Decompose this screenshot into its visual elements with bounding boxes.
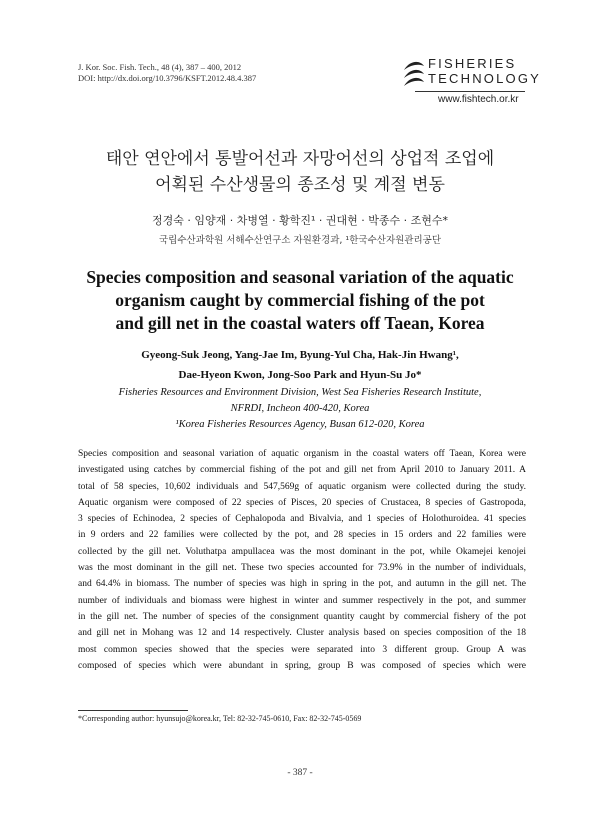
- logo-line-technology: TECHNOLOGY: [428, 71, 542, 86]
- fish-logo-icon: [402, 56, 426, 92]
- citation-doi: DOI: http://dx.doi.org/10.3796/KSFT.2012.48.4.387: [78, 73, 257, 83]
- korean-authors: 정경숙 · 임양재 · 차병열 · 황학진¹ · 권대현 · 박종수 · 조현수*: [152, 214, 448, 227]
- abstract-line: composed of species which were abundant in spring, group B was composed of species which were: [78, 660, 526, 671]
- abstract-line: in the gill net. The number of species of the consignment quantity caught by commercial fishery of the pot: [78, 611, 526, 622]
- korean-title: [0, 146, 600, 198]
- abstract-line: Species composition and seasonal variation of aquatic organism in the coastal waters off Taean, Korea were: [78, 449, 526, 459]
- english-title: [0, 266, 600, 335]
- abstract-line: collected by the gill net. Voluthatpa ampullacea was the most dominant in the pot, while Okamejei kenojei: [78, 546, 526, 557]
- page-number: - 387 -: [287, 768, 313, 778]
- affiliation-line: NFRDI, Incheon 400-420, Korea: [230, 403, 370, 414]
- english-title-line: Species composition and seasonal variation of the aquatic: [86, 267, 514, 287]
- english-authors: [0, 345, 600, 385]
- english-affiliation: [0, 385, 600, 433]
- abstract-line: investigated using catches by commercial fishing of the pot and gill net from April 2010 to January 2011. A: [78, 465, 526, 476]
- korean-affiliation: 국립수산과학원 서해수산연구소 자원환경과, ¹한국수산자원관리공단: [158, 235, 442, 246]
- english-title-line: organism caught by commercial fishing of the pot: [115, 290, 485, 310]
- korean-title-line: 태안 연안에서 통발어선과 자망어선의 상업적 조업에: [105, 149, 495, 169]
- authors-line: Gyeong-Suk Jeong, Yang-Jae Im, Byung-Yul Cha, Hak-Jin Hwang¹,: [141, 349, 459, 361]
- korean-title-line: 어획된 수산생물의 종조성 및 계절 변동: [155, 175, 445, 195]
- affiliation-line: ¹Korea Fisheries Resources Agency, Busan 612-020, Korea: [175, 419, 425, 430]
- abstract-line: 3 species of Echinodea, 2 species of Cephalopoda and Bivalvia, and 1 species of Holothuroidea. 41 species: [78, 514, 526, 525]
- abstract-line: number of individuals and biomass were highest in winter and summer respectively in the pot, and summer: [78, 595, 526, 606]
- journal-url[interactable]: www.fishtech.or.kr: [438, 94, 519, 105]
- abstract: [78, 446, 526, 674]
- logo-divider: [415, 91, 525, 92]
- abstract-line: most common species showed that the species were separated into 3 different group. Group A was: [78, 644, 526, 655]
- abstract-line: in 9 orders and 22 families were collected by the pot, and 28 species in 15 orders and 22 families were: [78, 530, 526, 541]
- abstract-line: total of 58 species, 10,602 individuals and 547,569g of aquatic organism were collected during the study.: [78, 481, 526, 492]
- abstract-line: was the most dominant in the gill net. These two species accounted for 73.9% in the number of individuals,: [78, 563, 526, 574]
- english-title-line: and gill net in the coastal waters off Taean, Korea: [115, 313, 485, 333]
- abstract-line: Aquatic organism were composed of 22 species of Pisces, 20 species of Crustacea, 8 species of Gastropoda,: [78, 497, 526, 508]
- corresponding-author-footnote: *Corresponding author: hyunsujo@korea.kr, Tel: 82-32-745-0610, Fax: 82-32-745-0569: [78, 714, 362, 723]
- logo-line-fisheries: FISHERIES: [428, 56, 517, 71]
- authors-line: Dae-Hyeon Kwon, Jong-Soo Park and Hyun-Su Jo*: [178, 369, 422, 381]
- abstract-line: and gill net in Mohang was 12 and 14 respectively. Cluster analysis based on species composition of the 18: [78, 628, 526, 639]
- abstract-line: and 64.4% in biomass. The number of species was high in spring in the pot, and autumn in the gill net. The: [78, 579, 526, 590]
- footnote-rule: [78, 710, 188, 711]
- journal-logo: [428, 56, 541, 86]
- citation: [78, 62, 256, 84]
- affiliation-line: Fisheries Resources and Environment Division, West Sea Fisheries Research Institute,: [118, 387, 482, 398]
- citation-journal: J. Kor. Soc. Fish. Tech., 48 (4), 387 – 400, 2012: [78, 62, 242, 72]
